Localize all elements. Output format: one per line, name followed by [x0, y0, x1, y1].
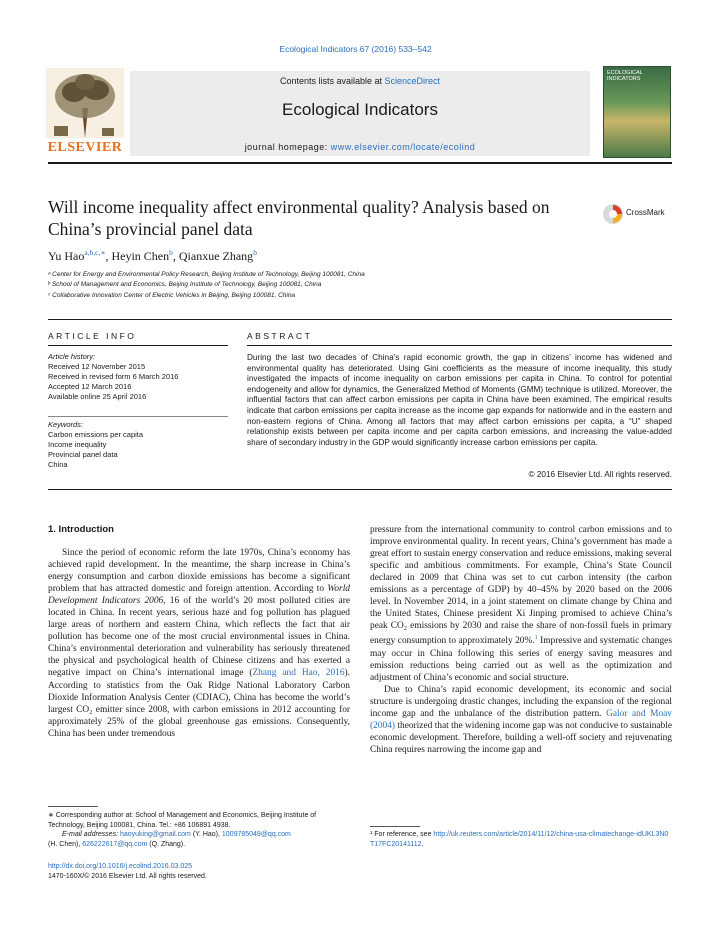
- publisher-name: ELSEVIER: [47, 140, 123, 155]
- abstract-label: ABSTRACT: [247, 331, 313, 341]
- citation-link[interactable]: Zhang and Hao, 2016: [252, 668, 345, 679]
- footnote-rule: [48, 806, 98, 807]
- keywords: [48, 420, 238, 470]
- article-info-label: ARTICLE INFO: [48, 331, 137, 341]
- crossmark-icon[interactable]: [602, 202, 624, 226]
- footnote-text: ¹ For reference, see: [370, 831, 434, 838]
- email-owner: (Q. Zhang).: [147, 840, 186, 848]
- text-run-italic: World Development Indicators 2006: [48, 584, 350, 607]
- keyword: Income inequality: [48, 440, 107, 449]
- author-affil-sup[interactable]: b: [169, 248, 173, 257]
- footnote-rule: [370, 826, 420, 827]
- history-item: Available online 25 April 2016: [48, 392, 147, 401]
- homepage-link[interactable]: www.elsevier.com/locate/ecolind: [330, 142, 476, 152]
- article-title: Will income inequality affect environmental quality? Analysis based on China’s provincial panel data: [48, 197, 550, 239]
- affiliation: ᶜ Collaborative Innovation Center of Electric Vehicles in Beijing, Beijing 100081, China: [48, 292, 296, 299]
- cover-title: ECOLOGICAL INDICATORS: [607, 70, 643, 82]
- history-label: Article history:: [48, 352, 96, 361]
- text-run: Since the period of economic reform the late 1970s, China’s economy has achieved rapid development. In the meantime, the sharp increase in China’s energy consumption and carbon dioxide emissions has become a significant problem that has attracted domestic and foreign attention. According to: [48, 548, 350, 595]
- crossmark-label[interactable]: CrossMark: [626, 208, 665, 217]
- footnote-text: .: [421, 840, 424, 848]
- intro-right-column: [370, 524, 672, 756]
- history-item: Received in revised form 6 March 2016: [48, 372, 179, 381]
- email-owner: (H. Chen),: [48, 840, 83, 848]
- doi-block: [48, 862, 350, 881]
- email-link[interactable]: 1009785049@qq.com: [221, 831, 291, 838]
- email-line: [48, 840, 350, 850]
- abstract-text: During the last two decades of China’s rapid economic growth, the gap in citizens’ income has widened and environmental quality has deteriorated. Using Gini coefficients as the measure of income inequality, this study investigated the impacts of income inequality on carbon emissions per capita in China. To control for potential endogeneity and allow for dynamics, the Generalized Method of Moments (GMM) technique is utilized. Moreover, the influential factors that can affect carbon emissions per capita in China have been examined. The empirical results indicate that carbon emissions per capita increase as the income gap expands for nationwide and in the eastern and non-eastern regions of China. Among all factors that may affect carbon emissions per capita, a “U” shaped relationship exists between per capita income and per capita carbon emissions, and increasing the value-added share of secondary industry in the GDP would significantly increase carbon emissions per capita.: [247, 353, 672, 447]
- footnote-1: [370, 830, 672, 849]
- intro-paragraph: [370, 524, 672, 684]
- corr-address: ∗ Corresponding author at: School of Management and Economics, Beijing Institute of Technology, Beijing 100081, China. Tel.: +86 106891 4938.: [48, 812, 317, 829]
- section-rule: [48, 319, 672, 320]
- text-run: Impressive and systematic changes may occur in China following this series of energy saving measures and emission reductions being carried out as well as the optimization and adjustment of China’s economic and social structure.: [370, 636, 672, 683]
- info-rule: [48, 345, 228, 346]
- citation-link[interactable]: Galor and Moav (2004): [370, 708, 672, 731]
- email-link[interactable]: 626222617@qq.com: [82, 840, 148, 848]
- text-run: theorized that the widening income gap was not conducive to sustainable economic development. Therefore, building a well-off society and rejuvenating China requires narrowing the income gap and: [370, 720, 672, 755]
- text-run: ). According to statistics from the Oak Ridge National Laboratory Carbon Dioxide Information Analysis Center (CDIAC), China has become the world’s largest CO₂ emitter since 2008, with carbon emissions in 2012 accounting for approximately 25% of the global greenhouse gas emissions. Consequently, China has been under tremendous: [48, 668, 350, 739]
- article-history: [48, 352, 238, 402]
- abstract-bottom-rule: [48, 489, 672, 490]
- author-affil-sup[interactable]: b: [253, 248, 257, 257]
- affiliation: ᵃ Center for Energy and Environmental Policy Research, Beijing Institute of Technology, Beijing 100081, China: [48, 271, 365, 278]
- journal-homepage: [130, 142, 590, 152]
- abstract-copyright: © 2016 Elsevier Ltd. All rights reserved.: [528, 470, 672, 479]
- author-name[interactable]: Qianxue Zhang: [178, 249, 254, 263]
- text-run: Due to China’s rapid economic development, its economic and social structure is undergoing drastic changes, including the expansion of the regional income gap and the unbalance of the distribution pattern.: [370, 684, 672, 719]
- history-item: Accepted 12 March 2016: [48, 382, 132, 391]
- sciencedirect-link[interactable]: ScienceDirect: [384, 76, 441, 86]
- keywords-rule: [48, 416, 228, 417]
- section-heading: 1. Introduction: [48, 524, 114, 535]
- footnote-ref[interactable]: 1: [534, 635, 538, 642]
- keyword: China: [48, 460, 68, 469]
- text-run: , 16 of the world’s 20 most polluted cities are located in China. In recent years, serious haze and fog pollution has plagued large areas of northern and eastern China, which reflects the fact that air pollution has become one of the most crucial environmental issues in China. China’s environmental deterioration and vulnerability has seriously threatened the physical and psychological health of Chinese citizens and has exerted a negative impact on China’s international image (: [48, 596, 350, 679]
- footnote-link[interactable]: http://uk.reuters.com/article/2014/11/12/china-usa-climatechange-idUKL3N0T17FC20141112: [370, 831, 669, 848]
- journal-name: Ecological Indicators: [282, 100, 438, 119]
- corresponding-author-note: [48, 811, 350, 849]
- affiliation: ᵇ School of Management and Economics, Beijing Institute of Technology, Beijing 100081, China: [48, 281, 322, 288]
- history-item: Received 12 November 2015: [48, 362, 146, 371]
- contents-prefix: Contents lists available at: [279, 76, 385, 86]
- intro-paragraph: [48, 547, 350, 740]
- text-run: pressure from the international community to control carbon emissions and to improve environmental quality. In recent years, China’s government has made a great effort to sustain energy conservation and reduce emissions, making several specific and ambitious commitments. For example, China’s State Council declared in 2009 that China was set to cut carbon intensity (the carbon emissions as a percentage of GDP) by 40–45% by 2020 based on the 2006 level. In November 2014, in a joint statement on climate change by China and the United States, Chinese president Xi Jinping promised to achieve China’s peak CO₂ emissions by 2030 and raise the share of non-fossil fuels in primary energy consumption to approximately 20%.: [370, 525, 672, 647]
- author-affil-sup[interactable]: a,b,c,∗: [84, 248, 106, 257]
- author-list: Yu Hao$^{a,b,c,∗}$, Heyin Chen$^b$, Qianxue Zhang$^b$: [48, 248, 257, 263]
- email-line: [48, 830, 350, 840]
- intro-paragraph: [370, 684, 672, 756]
- doi-link[interactable]: http://dx.doi.org/10.1016/j.ecolind.2016.03.025: [48, 863, 192, 870]
- homepage-prefix: journal homepage:: [244, 142, 331, 152]
- email-owner: (Y. Hao),: [190, 831, 222, 838]
- email-label: E-mail addresses:: [62, 831, 120, 838]
- contents-line: [130, 76, 590, 86]
- abstract-rule: [247, 345, 672, 346]
- keywords-label: Keywords:: [48, 420, 84, 429]
- issn-line: 1470-160X/© 2016 Elsevier Ltd. All rights reserved.: [48, 872, 207, 880]
- author-name[interactable]: Heyin Chen: [111, 249, 170, 263]
- keyword: Provincial panel data: [48, 450, 118, 459]
- intro-left-column: [48, 547, 350, 740]
- header-rule: [48, 162, 672, 164]
- author-name[interactable]: Yu Hao: [48, 249, 85, 263]
- email-link[interactable]: haoyuking@gmail.com: [119, 831, 191, 838]
- journal-reference[interactable]: Ecological Indicators 67 (2016) 533–542: [279, 44, 432, 54]
- keyword: Carbon emissions per capita: [48, 430, 144, 439]
